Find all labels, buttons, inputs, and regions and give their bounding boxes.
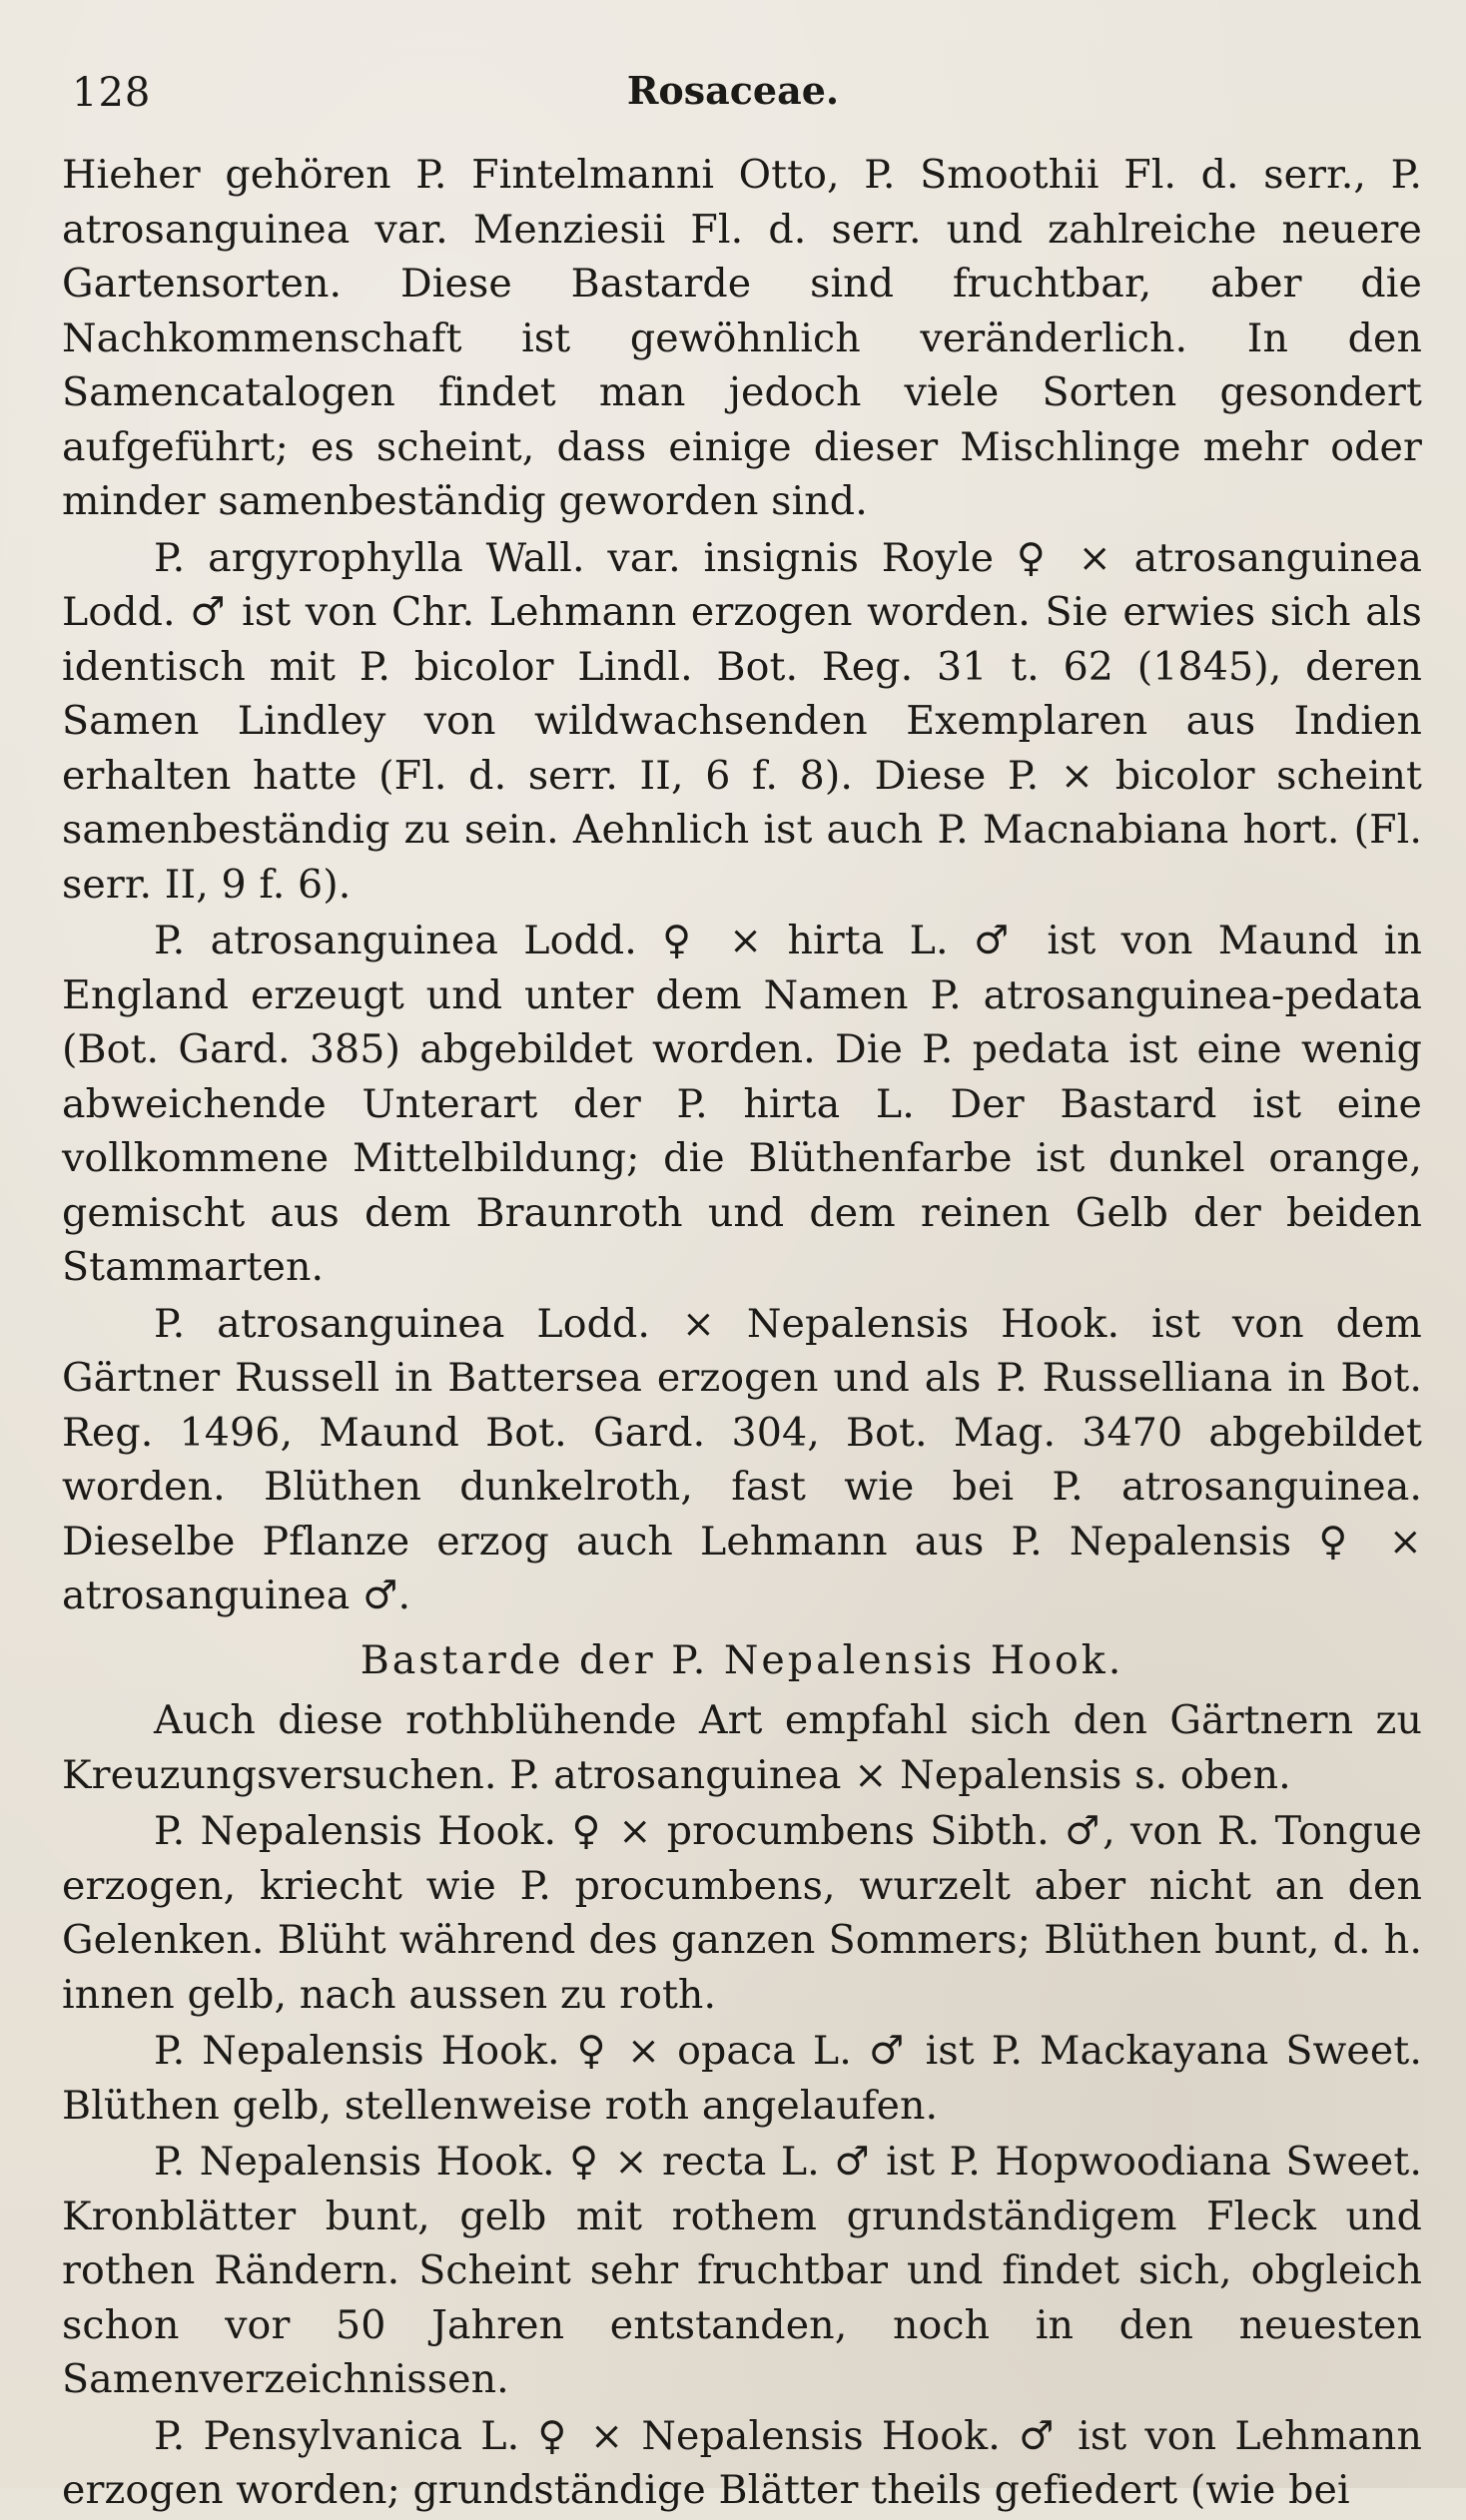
paragraph-nepalensis-procumbens: P. Nepalensis Hook. ♀ × procumbens Sibth. ♂, von R. Tongue erzogen, kriecht wie P. procumbens, wurzelt aber nicht an den Gelenken. Blüht während des ganzen Sommers; Blüthen bunt, d. h. innen gelb, nach aussen zu roth. — [62, 1808, 1422, 2018]
paragraph-nepalensis-recta: P. Nepalensis Hook. ♀ × recta L. ♂ ist P. Hopwoodiana Sweet. Kronblätter bunt, gelb mit rothem grundständigem Fleck und rothen Rändern. Scheint sehr fruchtbar und findet sich, obgleich schon vor 50 Jahren entstanden, noch in den neuesten Samenverzeichnissen. — [62, 2139, 1422, 2402]
paragraph-nepalensis-opaca: P. Nepalensis Hook. ♀ × opaca L. ♂ ist P. Mackayana Sweet. Blüthen gelb, stellenweise roth angelaufen. — [62, 2028, 1422, 2129]
running-head: Rosaceae. — [626, 68, 840, 113]
page-header — [0, 60, 1466, 120]
paragraph-garden-sorts: Hieher gehören P. Fintelmanni Otto, P. Smoothii Fl. d. serr., P. atrosanguinea var. Menziesii Fl. d. serr. und zahlreiche neuere Gartensorten. Diese Bastarde sind fruchtbar, aber die Nachkommenschaft ist gewöhnlich veränderlich. In den Samencatalogen findet man jedoch viele Sorten gesondert aufgeführt; es scheint, dass einige dieser Mischlinge mehr oder minder samenbeständig geworden sind. — [62, 152, 1422, 524]
section-heading: Bastarde der P. Nepalensis Hook. — [360, 1636, 1124, 1683]
paragraph-argyrophylla-hybrid: P. argyrophylla Wall. var. insignis Royle ♀ × atrosanguinea Lodd. ♂ ist von Chr. Lehmann erzogen worden. Sie erwies sich als identisch mit P. bicolor Lindl. Bot. Reg. 31 t. 62 (1845), deren Samen Lindley von wildwachsenden Exemplaren aus Indien erhalten hatte (Fl. d. serr. II, 6 f. 8). Diese P. × bicolor scheint samenbeständig zu sein. Aehnlich ist auch P. Macnabiana hort. (Fl. serr. II, 9 f. 6). — [62, 534, 1422, 908]
page-number: 128 — [72, 70, 152, 116]
paragraph-nepalensis-intro: Auch diese rothblühende Art empfahl sich den Gärtnern zu Kreuzungsversuchen. P. atrosanguinea × Nepalensis s. oben. — [62, 1697, 1422, 1798]
paragraph-pensylvanica-nepalensis: P. Pensylvanica L. ♀ × Nepalensis Hook. ♂ ist von Lehmann erzogen worden; grundständige Blätter theils gefiedert (wie bei — [62, 2412, 1422, 2513]
paragraph-atrosanguinea-hirta-hybrid: P. atrosanguinea Lodd. ♀ × hirta L. ♂ ist von Maund in England erzeugt und unter dem Namen P. atrosanguinea-pedata (Bot. Gard. 385) abgebildet worden. Die P. pedata ist eine wenig abweichende Unterart der P. hirta L. Der Bastard ist eine vollkommene Mittelbildung; die Blüthenfarbe ist dunkel orange, gemischt aus dem Braunroth und dem reinen Gelb der beiden Stammarten. — [62, 918, 1422, 1290]
body-text — [62, 148, 1422, 2520]
paragraph-atrosanguinea-nepalensis-hybrid: P. atrosanguinea Lodd. × Nepalensis Hook. ist von dem Gärtner Russell in Battersea erzogen und als P. Russelliana in Bot. Reg. 1496, Maund Bot. Gard. 304, Bot. Mag. 3470 abgebildet worden. Blüthen dunkelroth, fast wie bei P. atrosanguinea. Dieselbe Pflanze erzog auch Lehmann aus P. Nepalensis ♀ × atrosanguinea ♂. — [62, 1300, 1422, 1618]
